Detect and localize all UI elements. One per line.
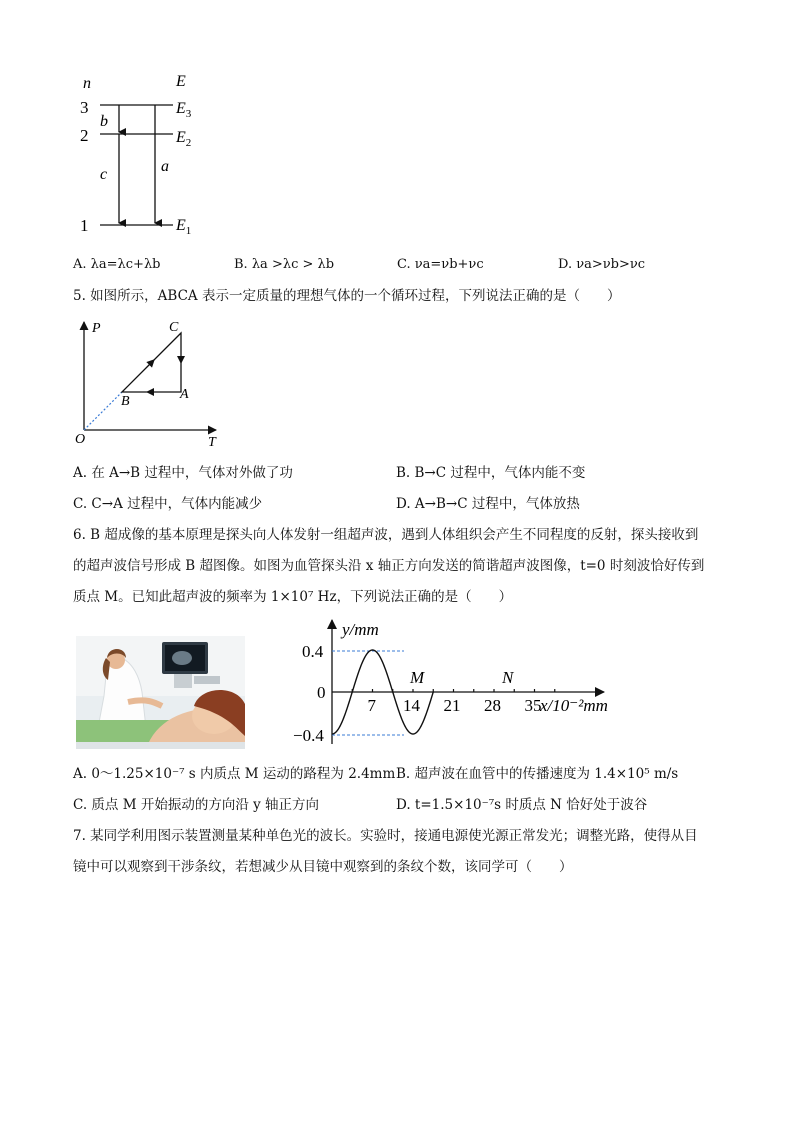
q6-option-b: B. 超声波在血管中的传播速度为 1.4×10⁵ m/s (396, 766, 679, 782)
x-tick-label: 7 (367, 696, 376, 715)
q6-line-1: 6. B 超成像的基本原理是探头向人体发射一组超声波，遇到人体组织会产生不同程度的反射，探头接收到 (73, 527, 699, 543)
q4-option-a: A. λa=λc+λb (73, 257, 161, 272)
axis-n: n (83, 75, 91, 92)
y-tick-neg: −0.4 (293, 726, 324, 745)
x-tick-label: 14 (403, 696, 420, 715)
e2-label: E (176, 129, 186, 146)
q4-option-d: D. νa>νb>νc (558, 257, 646, 272)
q5-option-b: B. B→C 过程中，气体内能不变 (396, 465, 586, 481)
q6-option-c: C. 质点 M 开始振动的方向沿 y 轴正方向 (73, 797, 320, 813)
q7-line-1: 7. 某同学利用图示装置测量某种单色光的波长。实验时，接通电源使光源正常发光；调整光路，使得从目 (73, 828, 698, 844)
point-c: C (169, 320, 179, 335)
q7-line-2: 镜中可以观察到干涉条纹，若想减少从目镜中观察到的条纹个数，该同学可（ ） (73, 859, 573, 875)
x-axis-label: x/10⁻²mm (540, 696, 608, 715)
pt-graph (70, 316, 230, 452)
y-axis-label: y/mm (342, 620, 379, 639)
q5-option-d: D. A→B→C 过程中，气体放热 (396, 496, 580, 512)
x-tick-label: 35 (524, 696, 542, 715)
point-n: N (502, 668, 514, 687)
q6-option-a: A. 0～1.25×10⁻⁷ s 内质点 M 运动的路程为 2.4mm (73, 766, 396, 782)
x-tick-label: 28 (484, 696, 501, 715)
svg-text:E2 (175, 129, 191, 149)
level-n2: 2 (80, 126, 89, 145)
label-c: c (100, 166, 108, 183)
axis-e: E (176, 73, 186, 90)
y-tick-pos: 0.4 (302, 642, 324, 661)
label-a: a (161, 158, 169, 175)
ultrasound-photo (76, 636, 245, 749)
q6-option-d: D. t=1.5×10⁻⁷s 时质点 N 恰好处于波谷 (396, 797, 648, 813)
e3-label: E (176, 100, 186, 117)
point-a: A (180, 387, 189, 402)
point-b: B (121, 394, 130, 409)
q6-line-3: 质点 M。已知此超声波的频率为 1×10⁷ Hz，下列说法正确的是（ ） (73, 589, 513, 605)
level-n1: 1 (80, 216, 89, 235)
e1-sub: 1 (185, 225, 192, 237)
o-label: O (75, 432, 86, 447)
dashed-extension (84, 392, 122, 430)
e2-sub: 2 (185, 137, 192, 149)
t-label: T (208, 435, 216, 450)
svg-text:E1 (175, 217, 191, 237)
level-n3: 3 (80, 98, 89, 117)
svg-text:E3 (175, 100, 192, 120)
y-tick-zero: 0 (317, 683, 326, 702)
e3-sub: 3 (185, 108, 192, 120)
q4-option-b: B. λa >λc > λb (234, 257, 335, 272)
label-b: b (100, 113, 108, 130)
arrow-bc (146, 362, 152, 368)
e1-label: E (176, 217, 186, 234)
q5-option-c: C. C→A 过程中，气体内能减少 (73, 496, 263, 512)
energy-level-diagram (70, 68, 210, 240)
q5-option-a: A. 在 A→B 过程中，气体对外做了功 (73, 465, 293, 481)
q4-option-c: C. νa=νb+νc (397, 257, 484, 272)
p-label: P (92, 321, 101, 336)
x-tick-label: 21 (443, 696, 461, 715)
point-m: M (410, 668, 425, 687)
q6-line-2: 的超声波信号形成 B 超图像。如图为血管探头沿 x 轴正方向发送的简谐超声波图像，t=0 时刻波恰好传到 (73, 558, 705, 574)
q5-stem: 5. 如图所示，ABCA 表示一定质量的理想气体的一个循环过程，下列说法正确的是（ ） (73, 288, 621, 304)
wave-graph (286, 616, 626, 750)
